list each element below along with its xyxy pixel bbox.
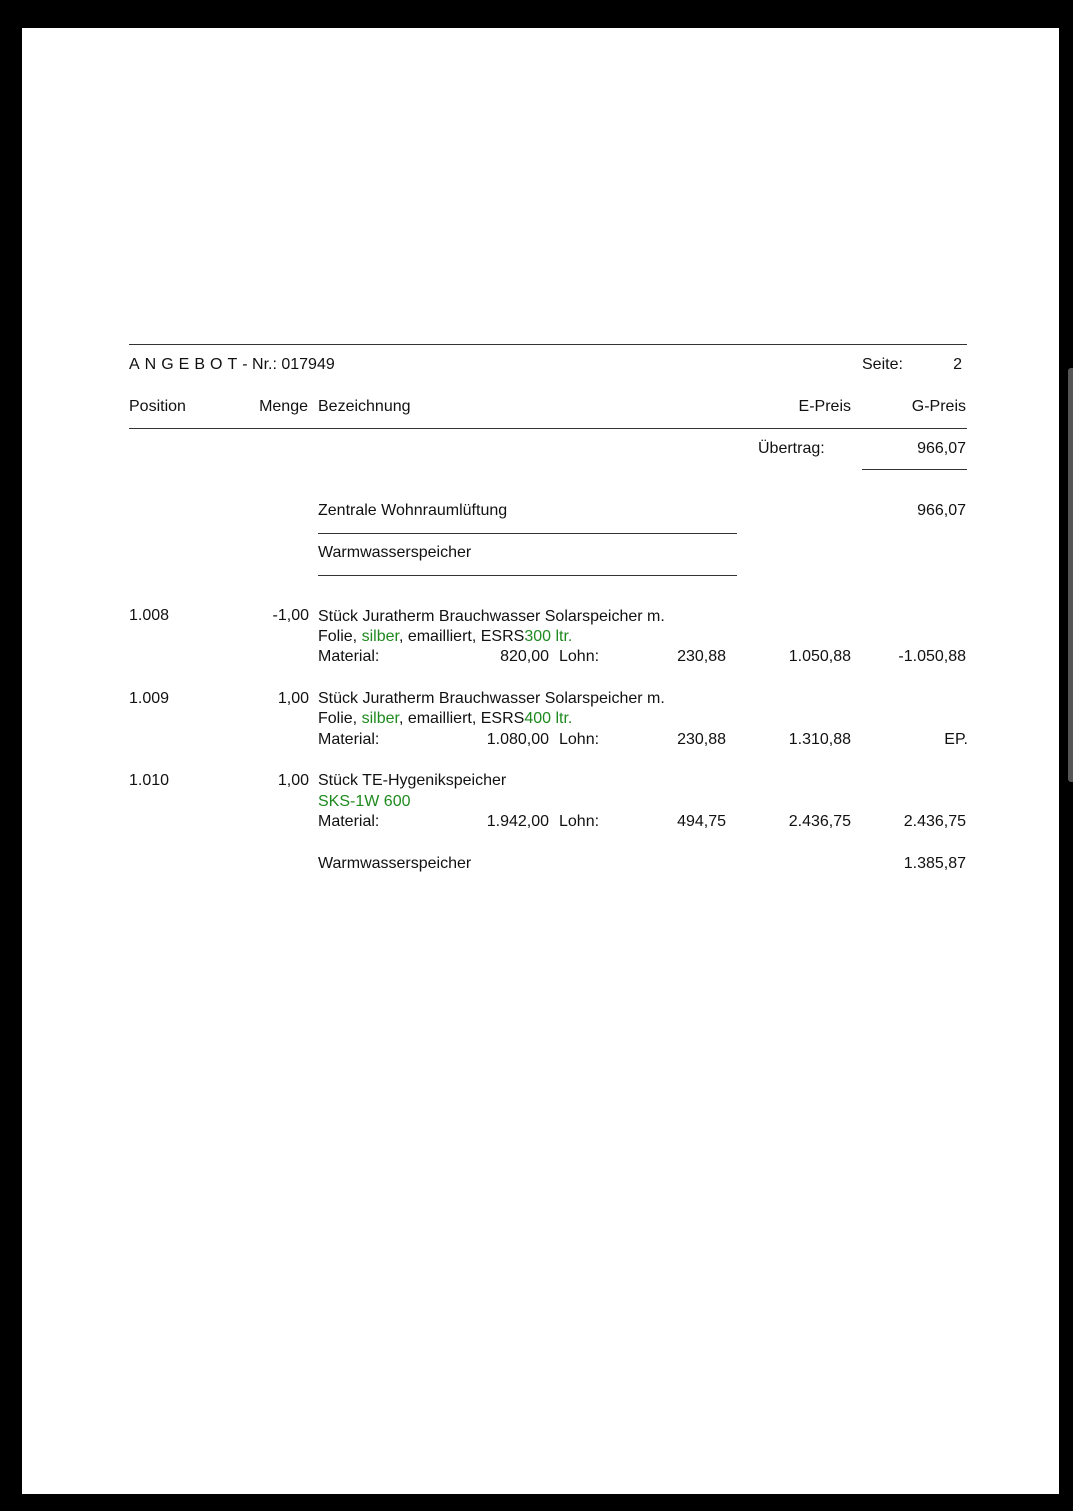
column-header-gpreis: G-Preis: [911, 398, 966, 415]
uebertrag-rule: [862, 469, 967, 470]
item-quantity: 1,00: [277, 772, 309, 789]
item-epreis: 2.436,75: [788, 813, 851, 830]
group-total-label: Zentrale Wohnraumlüftung: [318, 502, 508, 519]
item-material-label: Material:: [318, 731, 380, 748]
item-desc-color: silber: [361, 710, 399, 727]
item-gpreis: 2.436,75: [903, 813, 966, 830]
header-top-rule: [129, 344, 967, 345]
item-description-line1: Stück TE-Hygenikspeicher: [318, 772, 507, 789]
group-total-value: 966,07: [917, 502, 966, 519]
item-desc-volume: 400 ltr.: [524, 710, 573, 727]
column-header-menge: Menge: [259, 398, 308, 415]
uebertrag-label: Übertrag:: [758, 440, 825, 457]
item-position: 1.009: [129, 690, 170, 707]
section-total-label: Warmwasserspeicher: [318, 855, 472, 872]
item-material-value: 820,00: [500, 648, 549, 665]
item-epreis: 1.050,88: [788, 648, 851, 665]
uebertrag-value: 966,07: [917, 440, 966, 457]
column-header-position: Position: [129, 398, 186, 415]
item-material-value: 1.942,00: [486, 813, 549, 830]
section-total-value: 1.385,87: [903, 855, 966, 872]
item-description-line2: [318, 627, 572, 647]
section-title-rule: [318, 575, 737, 576]
item-lohn-value: 494,75: [677, 813, 726, 830]
scrollbar-handle[interactable]: [1068, 368, 1073, 782]
item-lohn-value: 230,88: [677, 731, 726, 748]
item-lohn-label: Lohn:: [559, 813, 600, 830]
offer-title: ANGEBOT: [129, 356, 243, 373]
item-desc-color: silber: [361, 628, 399, 645]
page-label: Seite:: [862, 356, 903, 373]
item-quantity: -1,00: [272, 607, 309, 624]
item-position: 1.008: [129, 607, 170, 624]
group-total-rule: [318, 533, 737, 534]
item-description-line1: Stück Juratherm Brauchwasser Solarspeicher m.: [318, 690, 665, 707]
page-number: 2: [953, 356, 962, 373]
offer-number-label: - Nr.:: [242, 356, 277, 373]
column-header-rule: [129, 428, 967, 429]
item-description-line1: Stück Juratherm Brauchwasser Solarspeicher m.: [318, 608, 665, 625]
section-title: Warmwasserspeicher: [318, 544, 472, 561]
column-header-epreis: E-Preis: [798, 398, 851, 415]
offer-number-value: 017949: [281, 356, 335, 373]
column-header-bezeichnung: Bezeichnung: [318, 398, 411, 415]
item-desc-text: Folie,: [318, 710, 362, 727]
item-quantity: 1,00: [277, 690, 309, 707]
item-description-line2: [318, 709, 572, 729]
item-material-label: Material:: [318, 648, 380, 665]
item-description-line2: SKS-1W 600: [318, 793, 411, 810]
offer-number-heading: [129, 355, 335, 375]
item-desc-text: , emailliert, ESRS: [398, 628, 525, 645]
item-epreis: 1.310,88: [788, 731, 851, 748]
item-desc-text: Folie,: [318, 628, 362, 645]
item-lohn-value: 230,88: [677, 648, 726, 665]
item-gpreis: EP.: [944, 731, 968, 748]
item-position: 1.010: [129, 772, 170, 789]
document-page: [22, 28, 1059, 1494]
item-material-label: Material:: [318, 813, 380, 830]
item-desc-text: , emailliert, ESRS: [398, 710, 525, 727]
item-lohn-label: Lohn:: [559, 731, 600, 748]
item-material-value: 1.080,00: [486, 731, 549, 748]
item-gpreis: -1.050,88: [898, 648, 966, 665]
item-desc-volume: 300 ltr.: [524, 628, 573, 645]
item-lohn-label: Lohn:: [559, 648, 600, 665]
